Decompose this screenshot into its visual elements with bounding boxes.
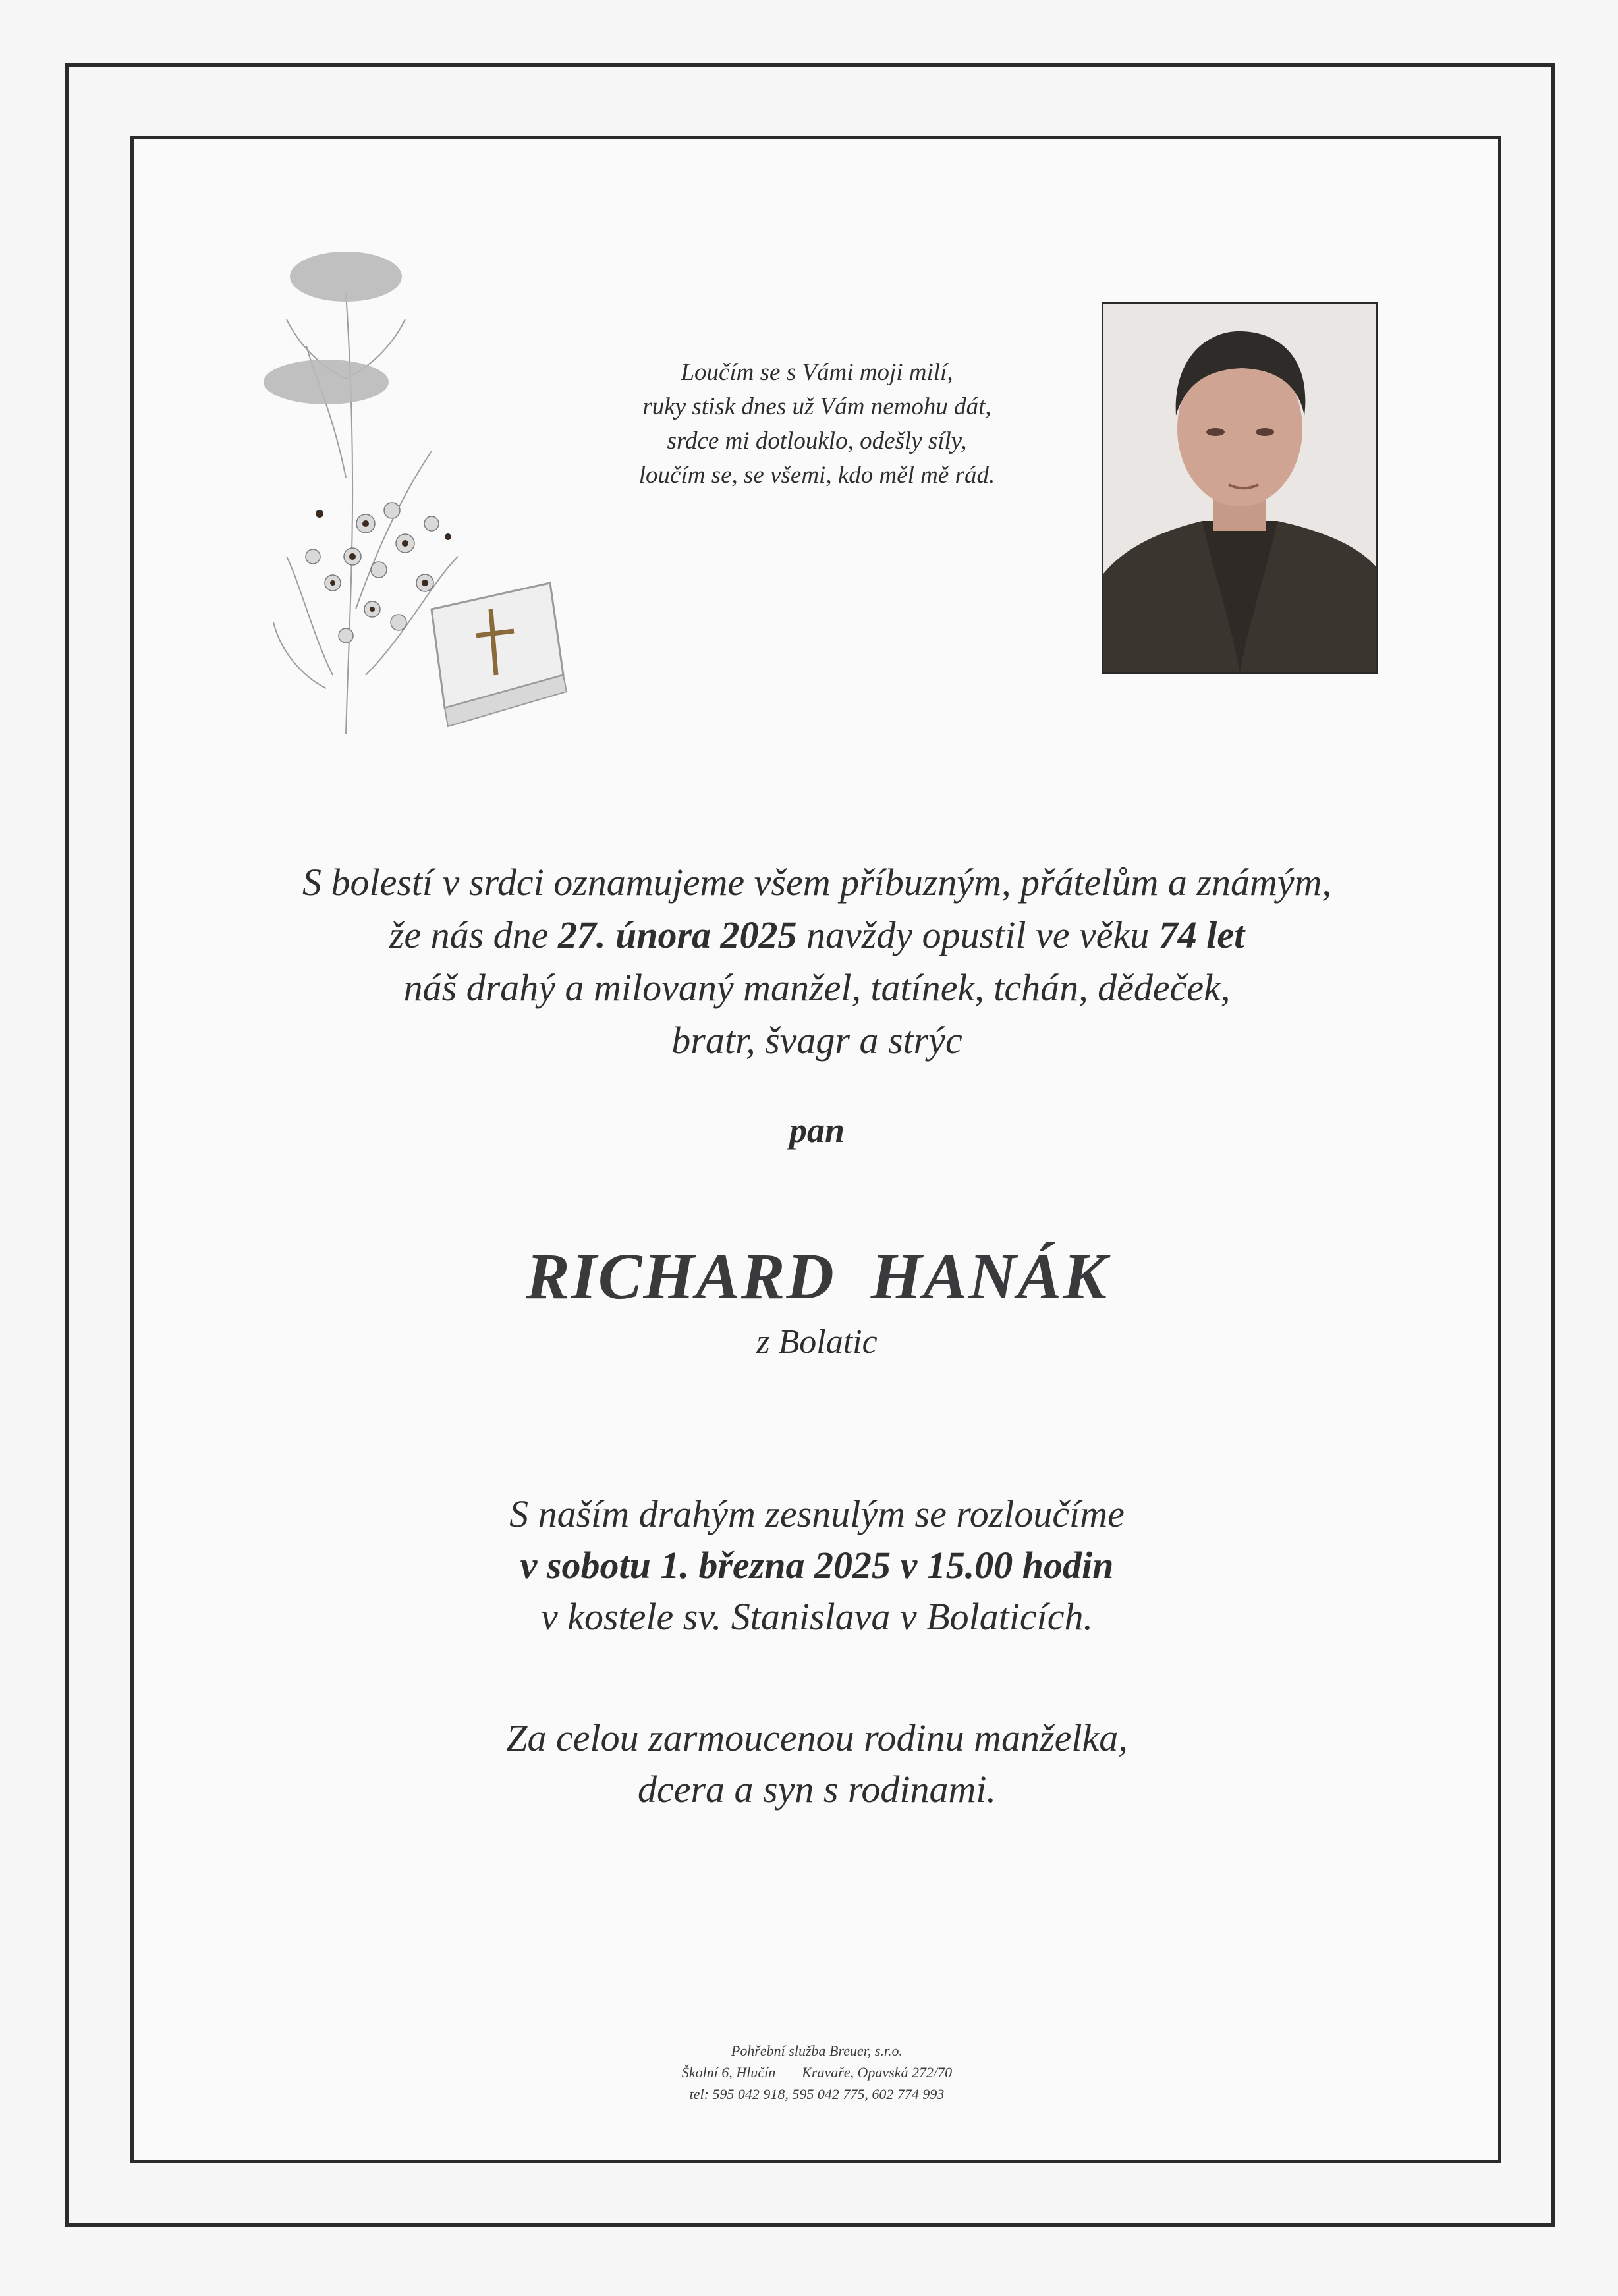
ceremony-line: S naším drahým zesnulým se rozloučíme: [509, 1492, 1125, 1535]
poem-line: srdce mi dotlouklo, odešly síly,: [667, 427, 967, 454]
poem-line: ruky stisk dnes už Vám nemohu dát,: [642, 393, 991, 420]
address: Kravaře, Opavská 272/70: [802, 2064, 953, 2081]
poem-line: loučím se, se všemi, kdo měl mě rád.: [638, 462, 995, 489]
family-line: Za celou zarmoucenou rodinu manželka,: [506, 1716, 1128, 1759]
ceremony-info: [165, 1489, 1469, 1643]
family-line: dcera a syn s rodinami.: [638, 1768, 996, 1811]
company-addresses: [527, 2062, 1107, 2083]
age: 74 let: [1158, 914, 1245, 956]
family-signature: [165, 1712, 1469, 1815]
announcement-line: S bolestí v srdci oznamujeme všem příbuzným, přátelům a známým,: [302, 861, 1332, 904]
address: Školní 6, Hlučín: [681, 2064, 776, 2081]
ceremony-location: v kostele sv. Stanislava v Bolaticích.: [540, 1595, 1094, 1638]
announcement-text: že nás dne: [389, 914, 558, 956]
poem-line: Loučím se s Vámi moji milí,: [681, 359, 953, 386]
announcement-line: [165, 909, 1469, 962]
origin: z Bolatic: [756, 1323, 878, 1361]
funeral-service-footer: [527, 2040, 1107, 2105]
title-word: pan: [789, 1110, 845, 1150]
announcement-line: bratr, švagr a strýc: [671, 1019, 962, 1062]
death-date: 27. února 2025: [557, 914, 797, 956]
announcement-line: náš drahý a milovaný manžel, tatínek, tchán, dědeček,: [403, 966, 1231, 1009]
ceremony-datetime: [165, 1540, 1469, 1591]
portrait-photo: [1102, 302, 1378, 674]
company-name: Pohřební služba Breuer, s.r.o.: [731, 2042, 903, 2059]
deceased-name: RICHARD HANÁK: [526, 1240, 1108, 1313]
ceremony-date: v sobotu 1. března 2025 v 15.00 hodin: [520, 1544, 1114, 1587]
announcement-text: navždy opustil ve věku: [796, 914, 1159, 956]
portrait-photo-icon: [1103, 304, 1376, 672]
phone-numbers: tel: 595 042 918, 595 042 775, 602 774 993: [689, 2086, 945, 2102]
flower-bouquet-icon: [234, 214, 576, 774]
announcement: [165, 856, 1469, 1067]
farewell-poem: [527, 356, 1107, 493]
